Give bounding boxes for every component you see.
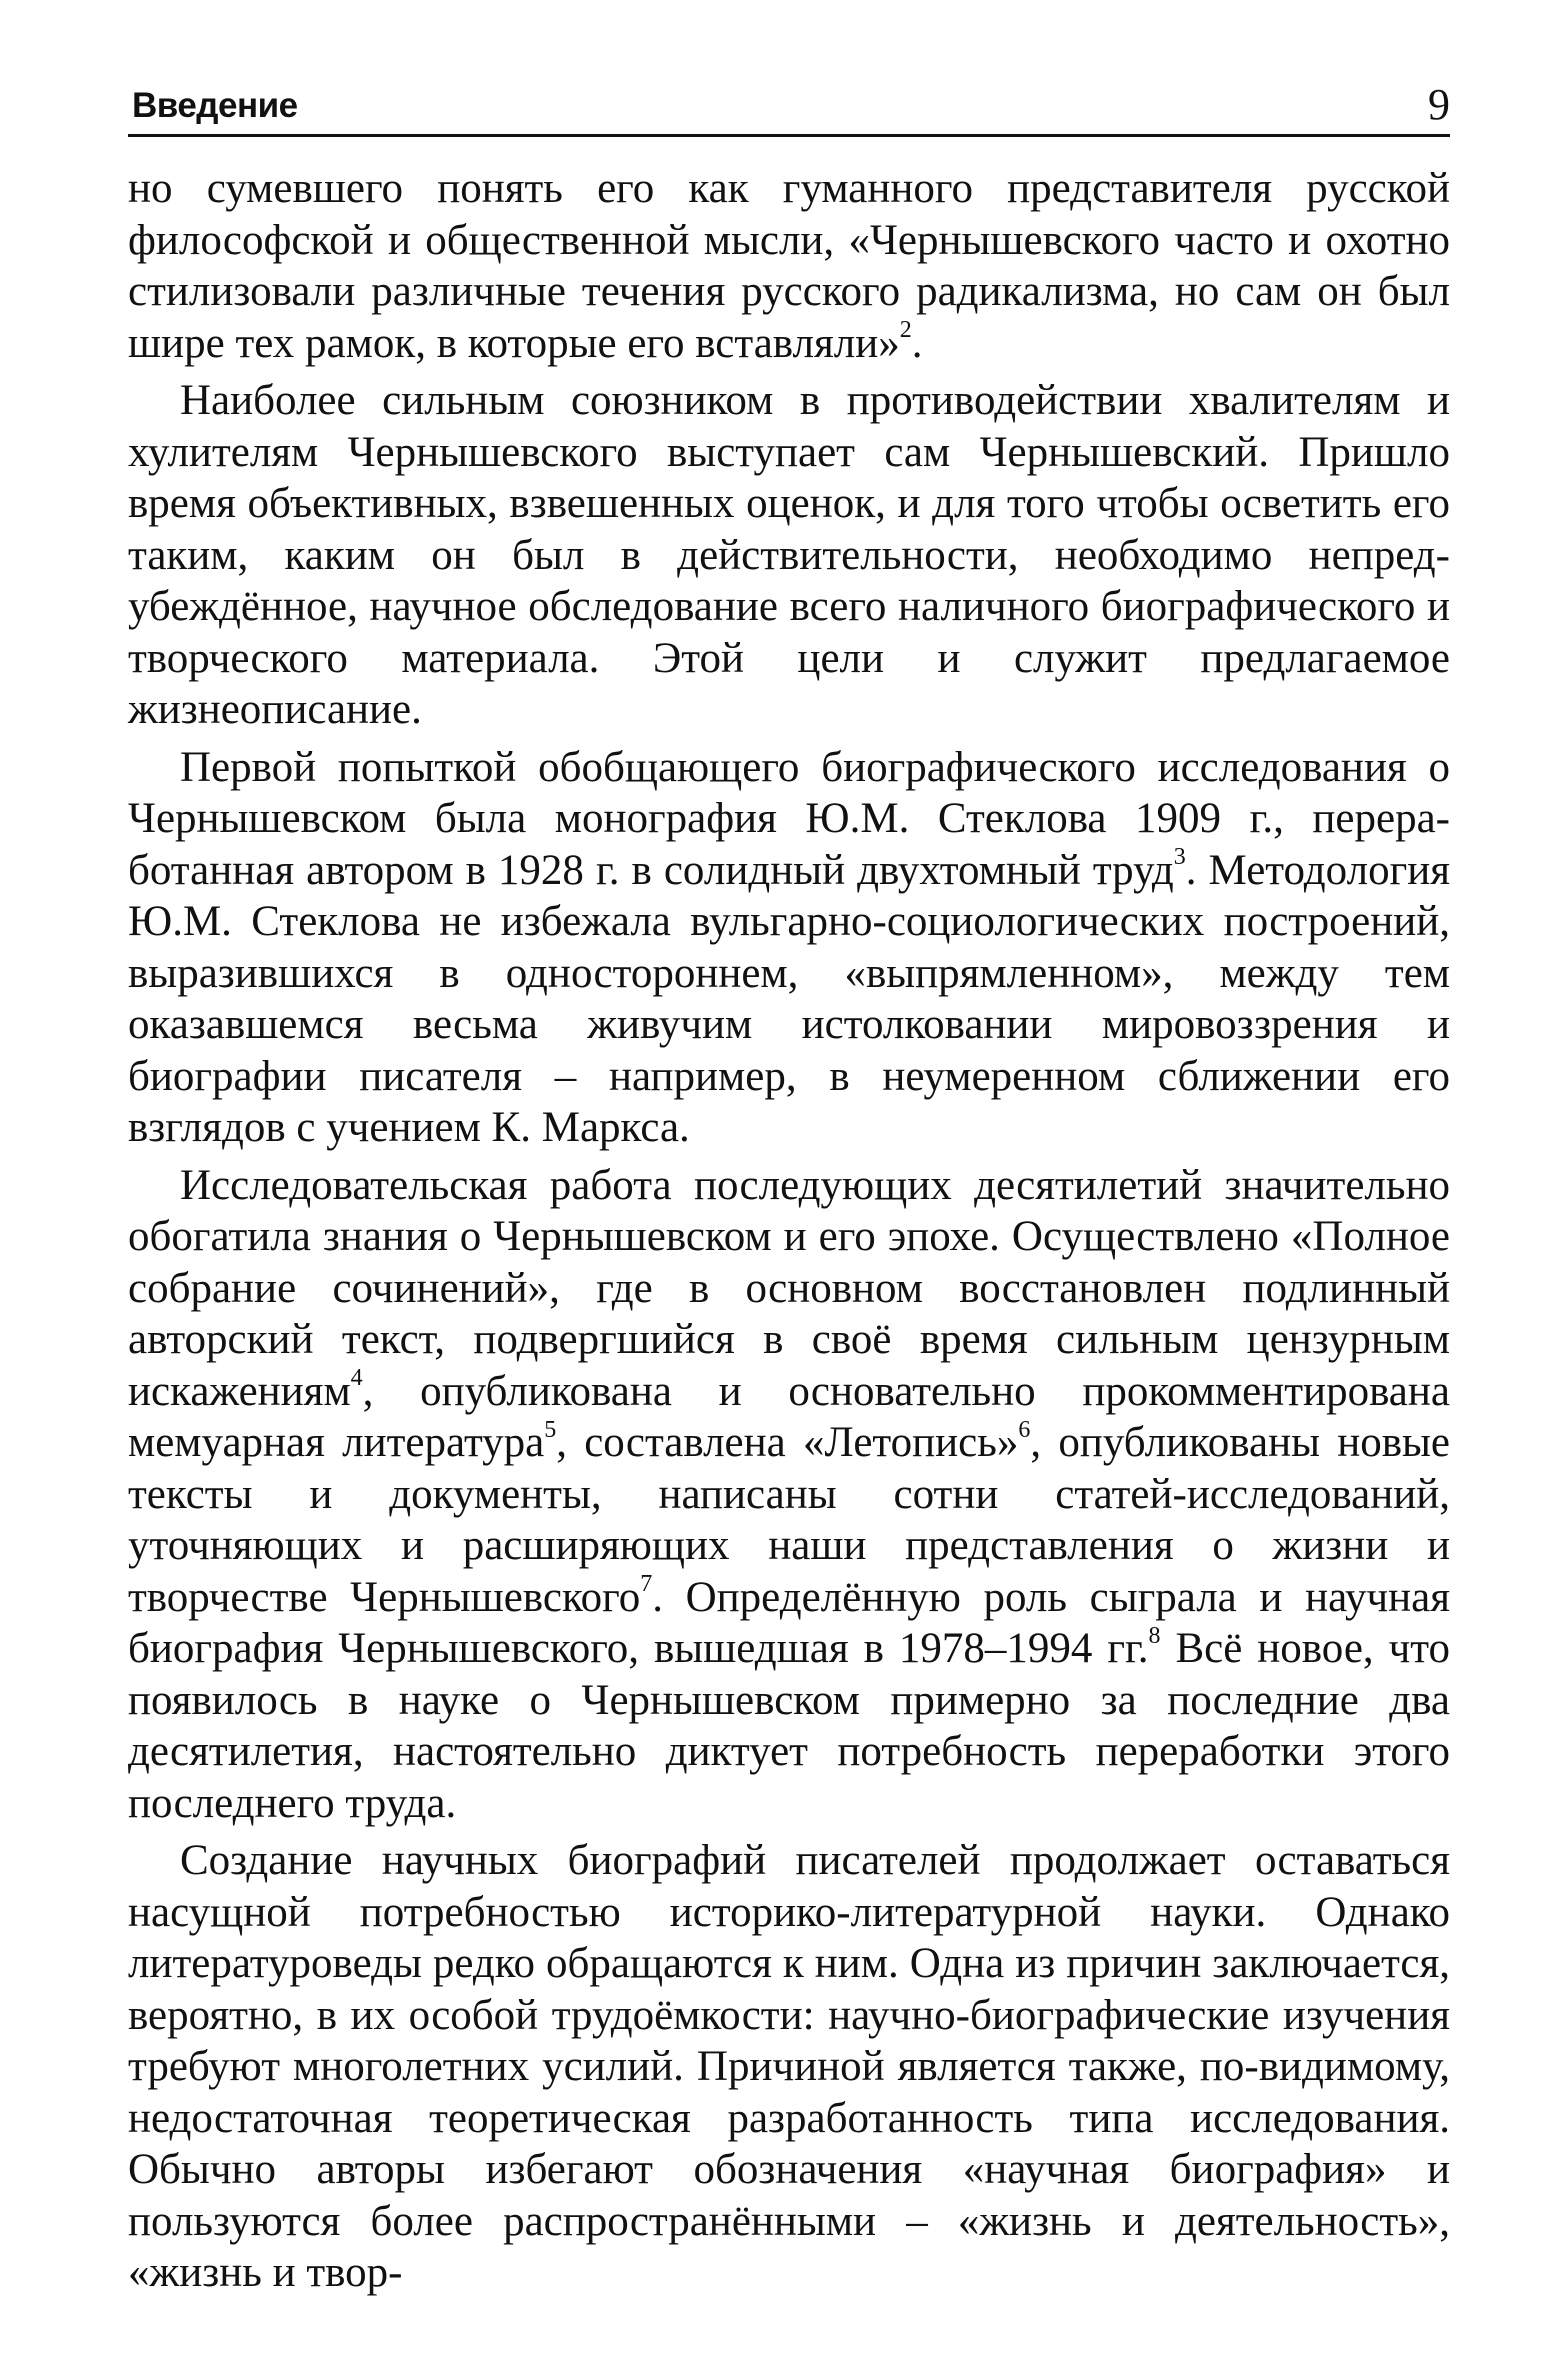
running-title: Введение [132, 86, 298, 125]
paragraph-text: но сумевшего понять его как гуманного представителя русской философской и общественной мысли, «Чернышевского часто и охотно стилизовали различные течения русского радикализма, но сам он был шире тех рамок, в которые его вставляли» [128, 165, 1450, 367]
paragraph-text: , составлена «Летопись» [556, 1419, 1019, 1466]
paragraph-5 [128, 1835, 1450, 2299]
footnote-ref: 4 [350, 1365, 363, 1392]
paragraph-text: Всё новое, что появилось в науке о Чернышевском примерно за последние два десятилетия, настоятельно диктует потребность переработки этого последнего труда. [128, 1625, 1450, 1827]
paragraph-text: . [911, 319, 923, 367]
paragraph-4 [128, 1160, 1450, 1830]
footnote-ref: 2 [899, 317, 912, 344]
paragraph-1 [128, 163, 1450, 369]
paragraph-text: . Методология Ю.М. Стеклова не избежала вульгарно-социологических построений, выразившихся в одностороннем, «выпрямленном», между тем оказавшемся весьма живучим истолковании мировоззрения и биографии писателя – например, в неумеренном сближении его взглядов с учением К. Маркса. [128, 846, 1450, 1151]
footnote-ref: 5 [544, 1416, 557, 1443]
footnote-ref: 6 [1018, 1416, 1031, 1443]
paragraph-text: Создание научных биографий писателей продолжает оставаться насущной потребностью историко-литературной науки. Однако литературоведы редко обращаются к ним. Одна из причин заключается, вероятно, в их особой трудоёмкости: научно-биографические изучения требуют многолетних усилий. Причиной является также, по-видимому, недостаточная теоретическая разработанность типа исследования. Обычно авторы избегают обозначения «научная биография» и пользуются более распространёнными – «жизнь и деятельность», «жизнь и твор- [128, 1837, 1450, 2296]
page-number: 9 [1428, 80, 1450, 129]
paragraph-text: Первой попыткой обобщающего биографического исследования о Чернышевском была монография Ю.М. Стеклова 1909 г., переработанная автором в 1928 г. в солидный двухтомный труд [128, 743, 1450, 894]
running-head [128, 78, 1450, 137]
paragraph-text: . Определённую роль сыграла и научная биография Чернышевского, вышедшая в 1978–1994 гг. [128, 1573, 1450, 1672]
book-page [128, 78, 1450, 2305]
paragraph-3 [128, 742, 1450, 1154]
paragraph-2 [128, 375, 1450, 736]
paragraph-text: , опубликованы новые тексты и документы, написаны сотни статей-исследований, уточняющих и расширяющих наши представления о жизни и творчестве Чернышевского [128, 1419, 1450, 1621]
footnote-ref: 8 [1148, 1622, 1161, 1649]
paragraph-text: Исследовательская работа последующих десятилетий значительно обогатила знания о Чернышевском и его эпохе. Осуществлено «Полное собрание сочинений», где в основном восстановлен подлинный авторский текст, подвергшийся в своё время сильным цензурным искажениям [128, 1161, 1450, 1415]
paragraph-text: Наиболее сильным союзником в противодействии хвалителям и хулителям Чернышевского выступает сам Чернышевский. Пришло время объективных, взвешенных оценок, и для того чтобы осветить его таким, каким он был в действительности, необходимо непредубеждённое, научное обследование всего наличного биографического и творческого материала. Этой цели и служит предлагаемое жизнеописание. [128, 377, 1450, 733]
body-text [128, 163, 1450, 2299]
footnote-ref: 7 [640, 1571, 653, 1598]
footnote-ref: 3 [1173, 844, 1186, 871]
paragraph-text: , опубликована и основательно прокомментирована мемуарная литература [128, 1367, 1450, 1466]
